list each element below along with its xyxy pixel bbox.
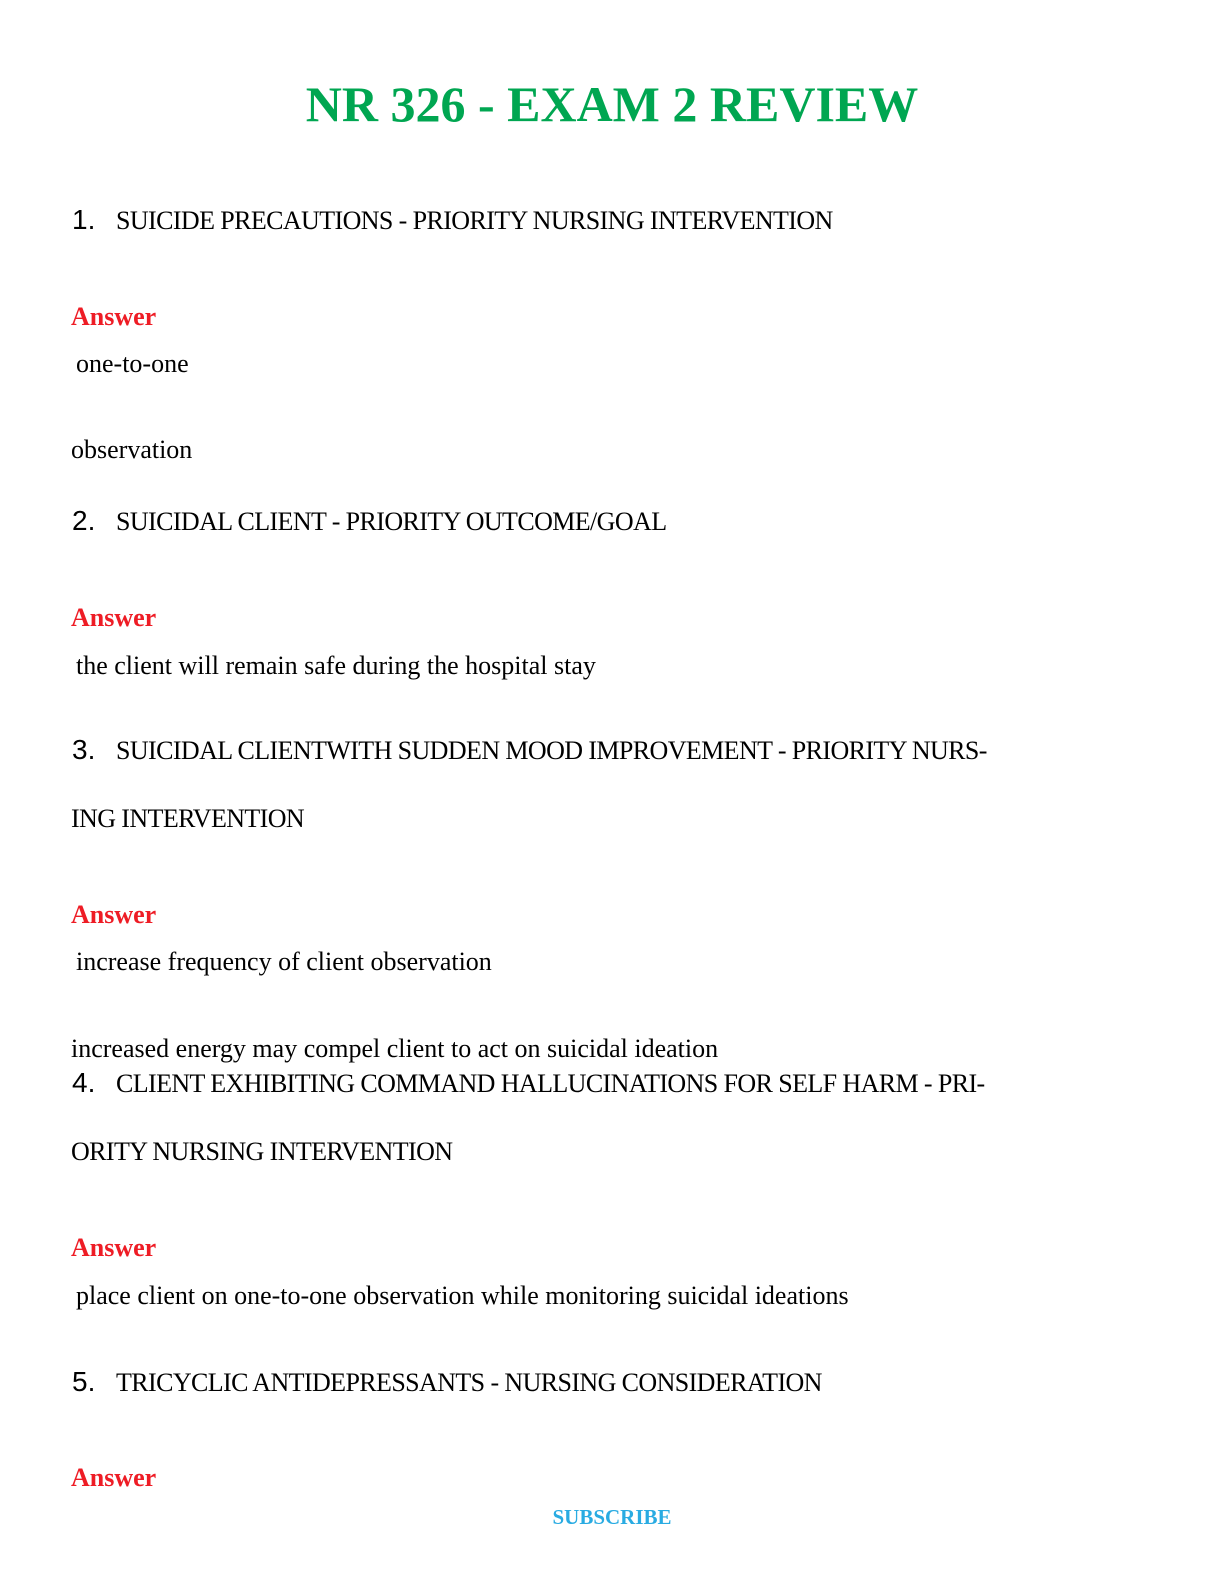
question-number: 5. [72,1366,96,1397]
question-number: 2. [72,505,96,536]
question-text-continued: ORITY NURSING INTERVENTION [71,1137,453,1166]
answer-text: observation [71,435,193,464]
answer-label: Answer [71,900,157,929]
answer-text: one-to-one [76,349,189,378]
answer-label: Answer [71,302,157,331]
question-text-continued: ING INTERVENTION [71,804,305,833]
answer-text: increase frequency of client observation [76,947,492,976]
answer-text: place client on one-to-one observation while monitoring suicidal ideations [76,1281,849,1310]
question-text: SUICIDE PRECAUTIONS - PRIORITY NURSING INTERVENTION [116,206,833,235]
answer-label: Answer [71,1233,157,1262]
question-number: 1. [72,204,96,235]
answer-label: Answer [71,1463,157,1492]
question-text: CLIENT EXHIBITING COMMAND HALLUCINATIONS FOR SELF HARM - PRI- [116,1069,985,1098]
question-text: SUICIDAL CLIENT - PRIORITY OUTCOME/GOAL [116,507,667,536]
answer-text: increased energy may compel client to act on suicidal ideation [71,1034,719,1063]
question-text: TRICYCLIC ANTIDEPRESSANTS - NURSING CONSIDERATION [116,1368,822,1397]
question-number: 4. [72,1067,96,1098]
subscribe-link[interactable]: SUBSCRIBE [552,1505,672,1529]
answer-label: Answer [71,603,157,632]
page-title: NR 326 - EXAM 2 REVIEW [305,76,919,132]
answer-text: the client will remain safe during the hospital stay [76,651,596,680]
question-text: SUICIDAL CLIENTWITH SUDDEN MOOD IMPROVEMENT - PRIORITY NURS- [116,736,987,765]
question-number: 3. [72,734,96,765]
